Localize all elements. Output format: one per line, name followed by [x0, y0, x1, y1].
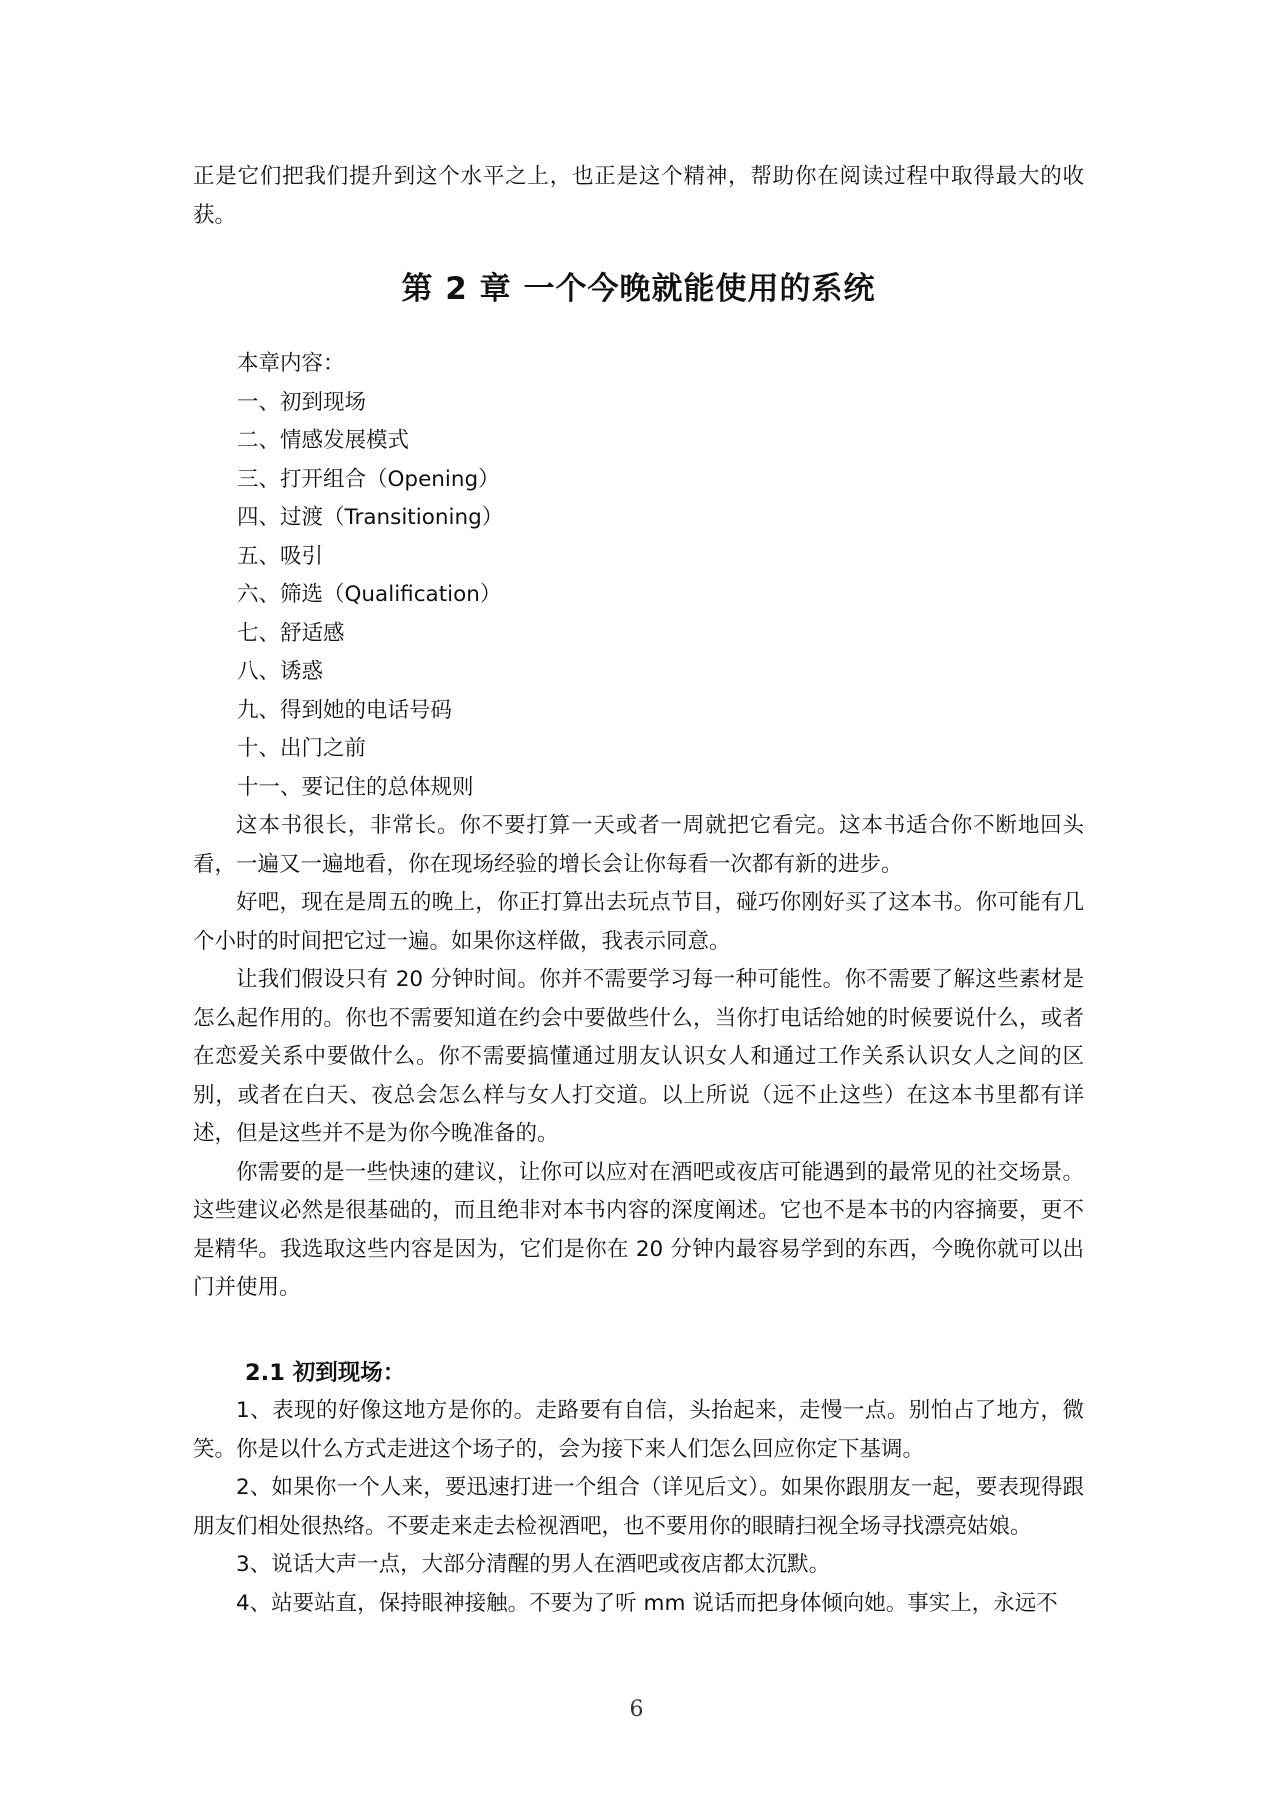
chapter-contents — [193, 345, 1084, 807]
toc-item: 二、情感发展模式 — [237, 428, 410, 453]
body-paragraph: 这本书很长，非常长。你不要打算一天或者一周就把它看完。这本书适合你不断地回头看，一遍又一遍地看，你在现场经验的增长会让你每看一次都有新的进步。 — [193, 813, 1084, 877]
body-paragraph: 你需要的是一些快速的建议，让你可以应对在酒吧或夜店可能遇到的最常见的社交场景。这些建议必然是很基础的，而且绝非对本书内容的深度阐述。它也不是本书的内容摘要，更不是精华。我选取这些内容是因为，它们是你在 20 分钟内最容易学到的东西，今晚你就可以出门并使用。 — [193, 1159, 1084, 1300]
numbered-paragraph: 3、说话大声一点，大部分清醒的男人在酒吧或夜店都太沉默。 — [236, 1552, 831, 1577]
toc-item: 五、吸引 — [237, 543, 324, 569]
toc-item: 十、出门之前 — [237, 736, 367, 761]
toc-item: 八、诱惑 — [237, 659, 324, 684]
toc-item: 九、得到她的电话号码 — [237, 697, 453, 723]
toc-item: 十一、要记住的总体规则 — [237, 774, 474, 800]
toc-item: 四、过渡（Transitioning） — [237, 505, 504, 530]
toc-label: 本章内容： — [237, 351, 345, 376]
section-heading: 2.1 初到现场： — [245, 1359, 406, 1386]
toc-item: 一、初到现场 — [237, 389, 367, 415]
chapter-title: 第 2 章 一个今晚就能使用的系统 — [401, 271, 876, 307]
numbered-paragraph: 4、站要站直，保持眼神接触。不要为了听 mm 说话而把身体倾向她。事实上，永远不 — [236, 1590, 1058, 1616]
page-content — [193, 158, 1084, 1623]
toc-item: 三、打开组合（Opening） — [237, 466, 500, 492]
page-number: 6 — [629, 1697, 644, 1722]
numbered-paragraph: 1、表现的好像这地方是你的。走路要有自信，头抬起来，走慢一点。别怕占了地方，微笑。你是以什么方式走进这个场子的，会为接下来人们怎么回应你定下基调。 — [193, 1398, 1084, 1462]
toc-item: 六、筛选（Qualification） — [237, 582, 502, 607]
chapter-intro — [193, 807, 1084, 1308]
toc-item: 七、舒适感 — [237, 620, 345, 646]
numbered-paragraph: 2、如果你一个人来，要迅速打进一个组合（详见后文）。如果你跟朋友一起，要表现得跟朋友们相处很热络。不要走来走去检视酒吧，也不要用你的眼睛扫视全场寻找漂亮姑娘。 — [193, 1475, 1084, 1539]
body-paragraph: 好吧，现在是周五的晚上，你正打算出去玩点节目，碰巧你刚好买了这本书。你可能有几个小时的时间把它过一遍。如果你这样做，我表示同意。 — [193, 890, 1084, 954]
section-body — [193, 1392, 1084, 1623]
body-paragraph: 让我们假设只有 20 分钟时间。你并不需要学习每一种可能性。你不需要了解这些素材是怎么起作用的。你也不需要知道在约会中要做些什么，当你打电话给她的时候要说什么，或者在恋爱关系中要做什么。你不需要搞懂通过朋友认识女人和通过工作关系认识女人之间的区别，或者在白天、夜总会怎么样与女人打交道。以上所说（远不止这些）在这本书里都有详述，但是这些并不是为你今晚准备的。 — [193, 967, 1084, 1146]
opening-paragraph: 正是它们把我们提升到这个水平之上，也正是这个精神，帮助你在阅读过程中取得最大的收获。 — [193, 164, 1084, 228]
